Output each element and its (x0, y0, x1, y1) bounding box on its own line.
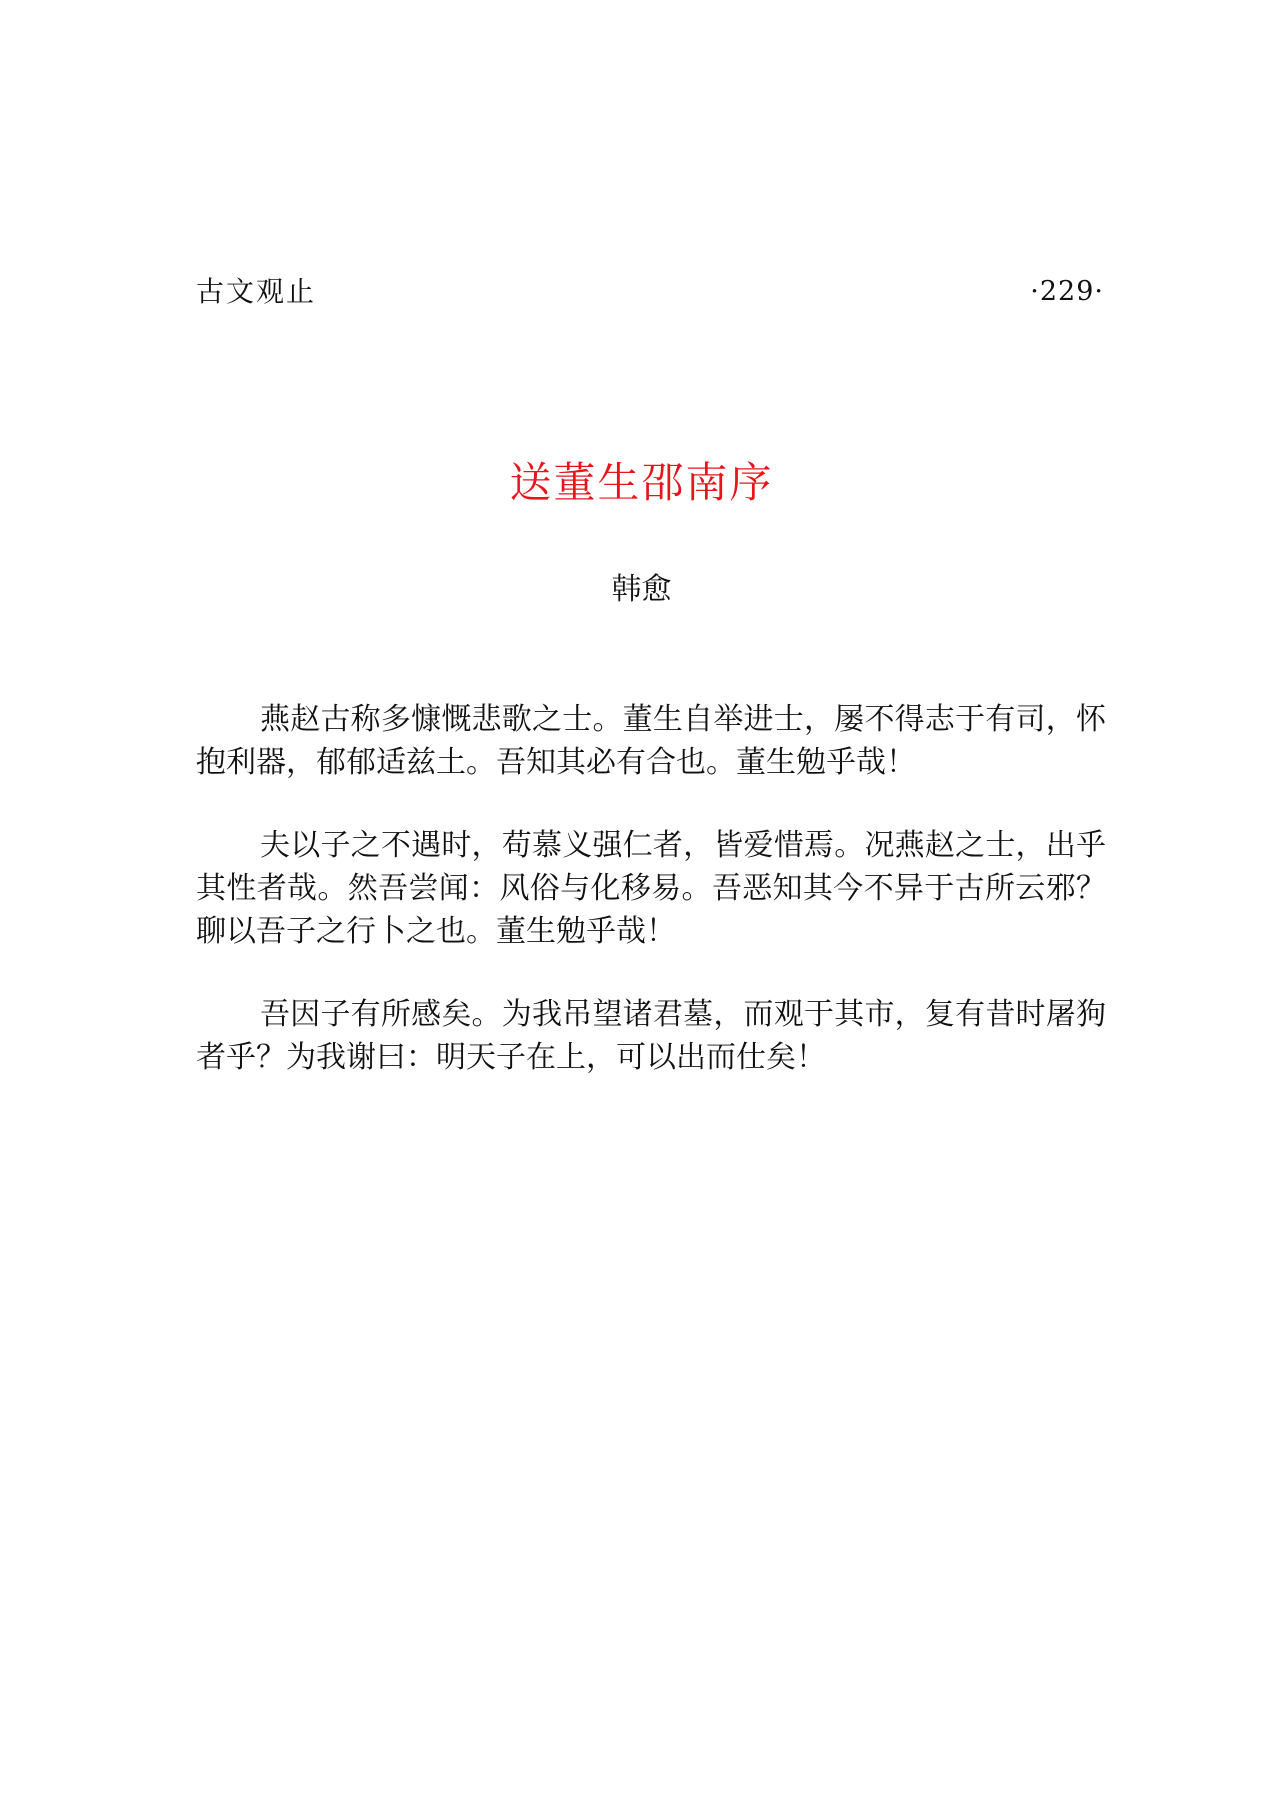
essay-title: 送董生邵南序 (509, 458, 774, 507)
author-name: 韩愈 (611, 572, 672, 607)
paragraph-2: 夫以子之不遇时，苟慕义强仁者，皆爱惜焉。况燕赵之士，出乎其性者哉。然吾尝闻：风俗与化移易。吾恶知其今不异于古所云邪？聊以吾子之行卜之也。董生勉乎哉！ (196, 828, 1106, 949)
paragraph-3: 吾因子有所感矣。为我吊望诸君墓，而观于其市，复有昔时屠狗者乎？为我谢曰：明天子在上，可以出而仕矣！ (196, 997, 1106, 1075)
essay-body (196, 698, 1106, 1119)
book-title: 古文观止 (196, 275, 317, 308)
running-header (196, 272, 1104, 312)
paragraph-1: 燕赵古称多慷慨悲歌之士。董生自举进士，屡不得志于有司，怀抱利器，郁郁适兹土。吾知其必有合也。董生勉乎哉！ (196, 702, 1106, 780)
page-number: ·229· (1030, 276, 1104, 307)
